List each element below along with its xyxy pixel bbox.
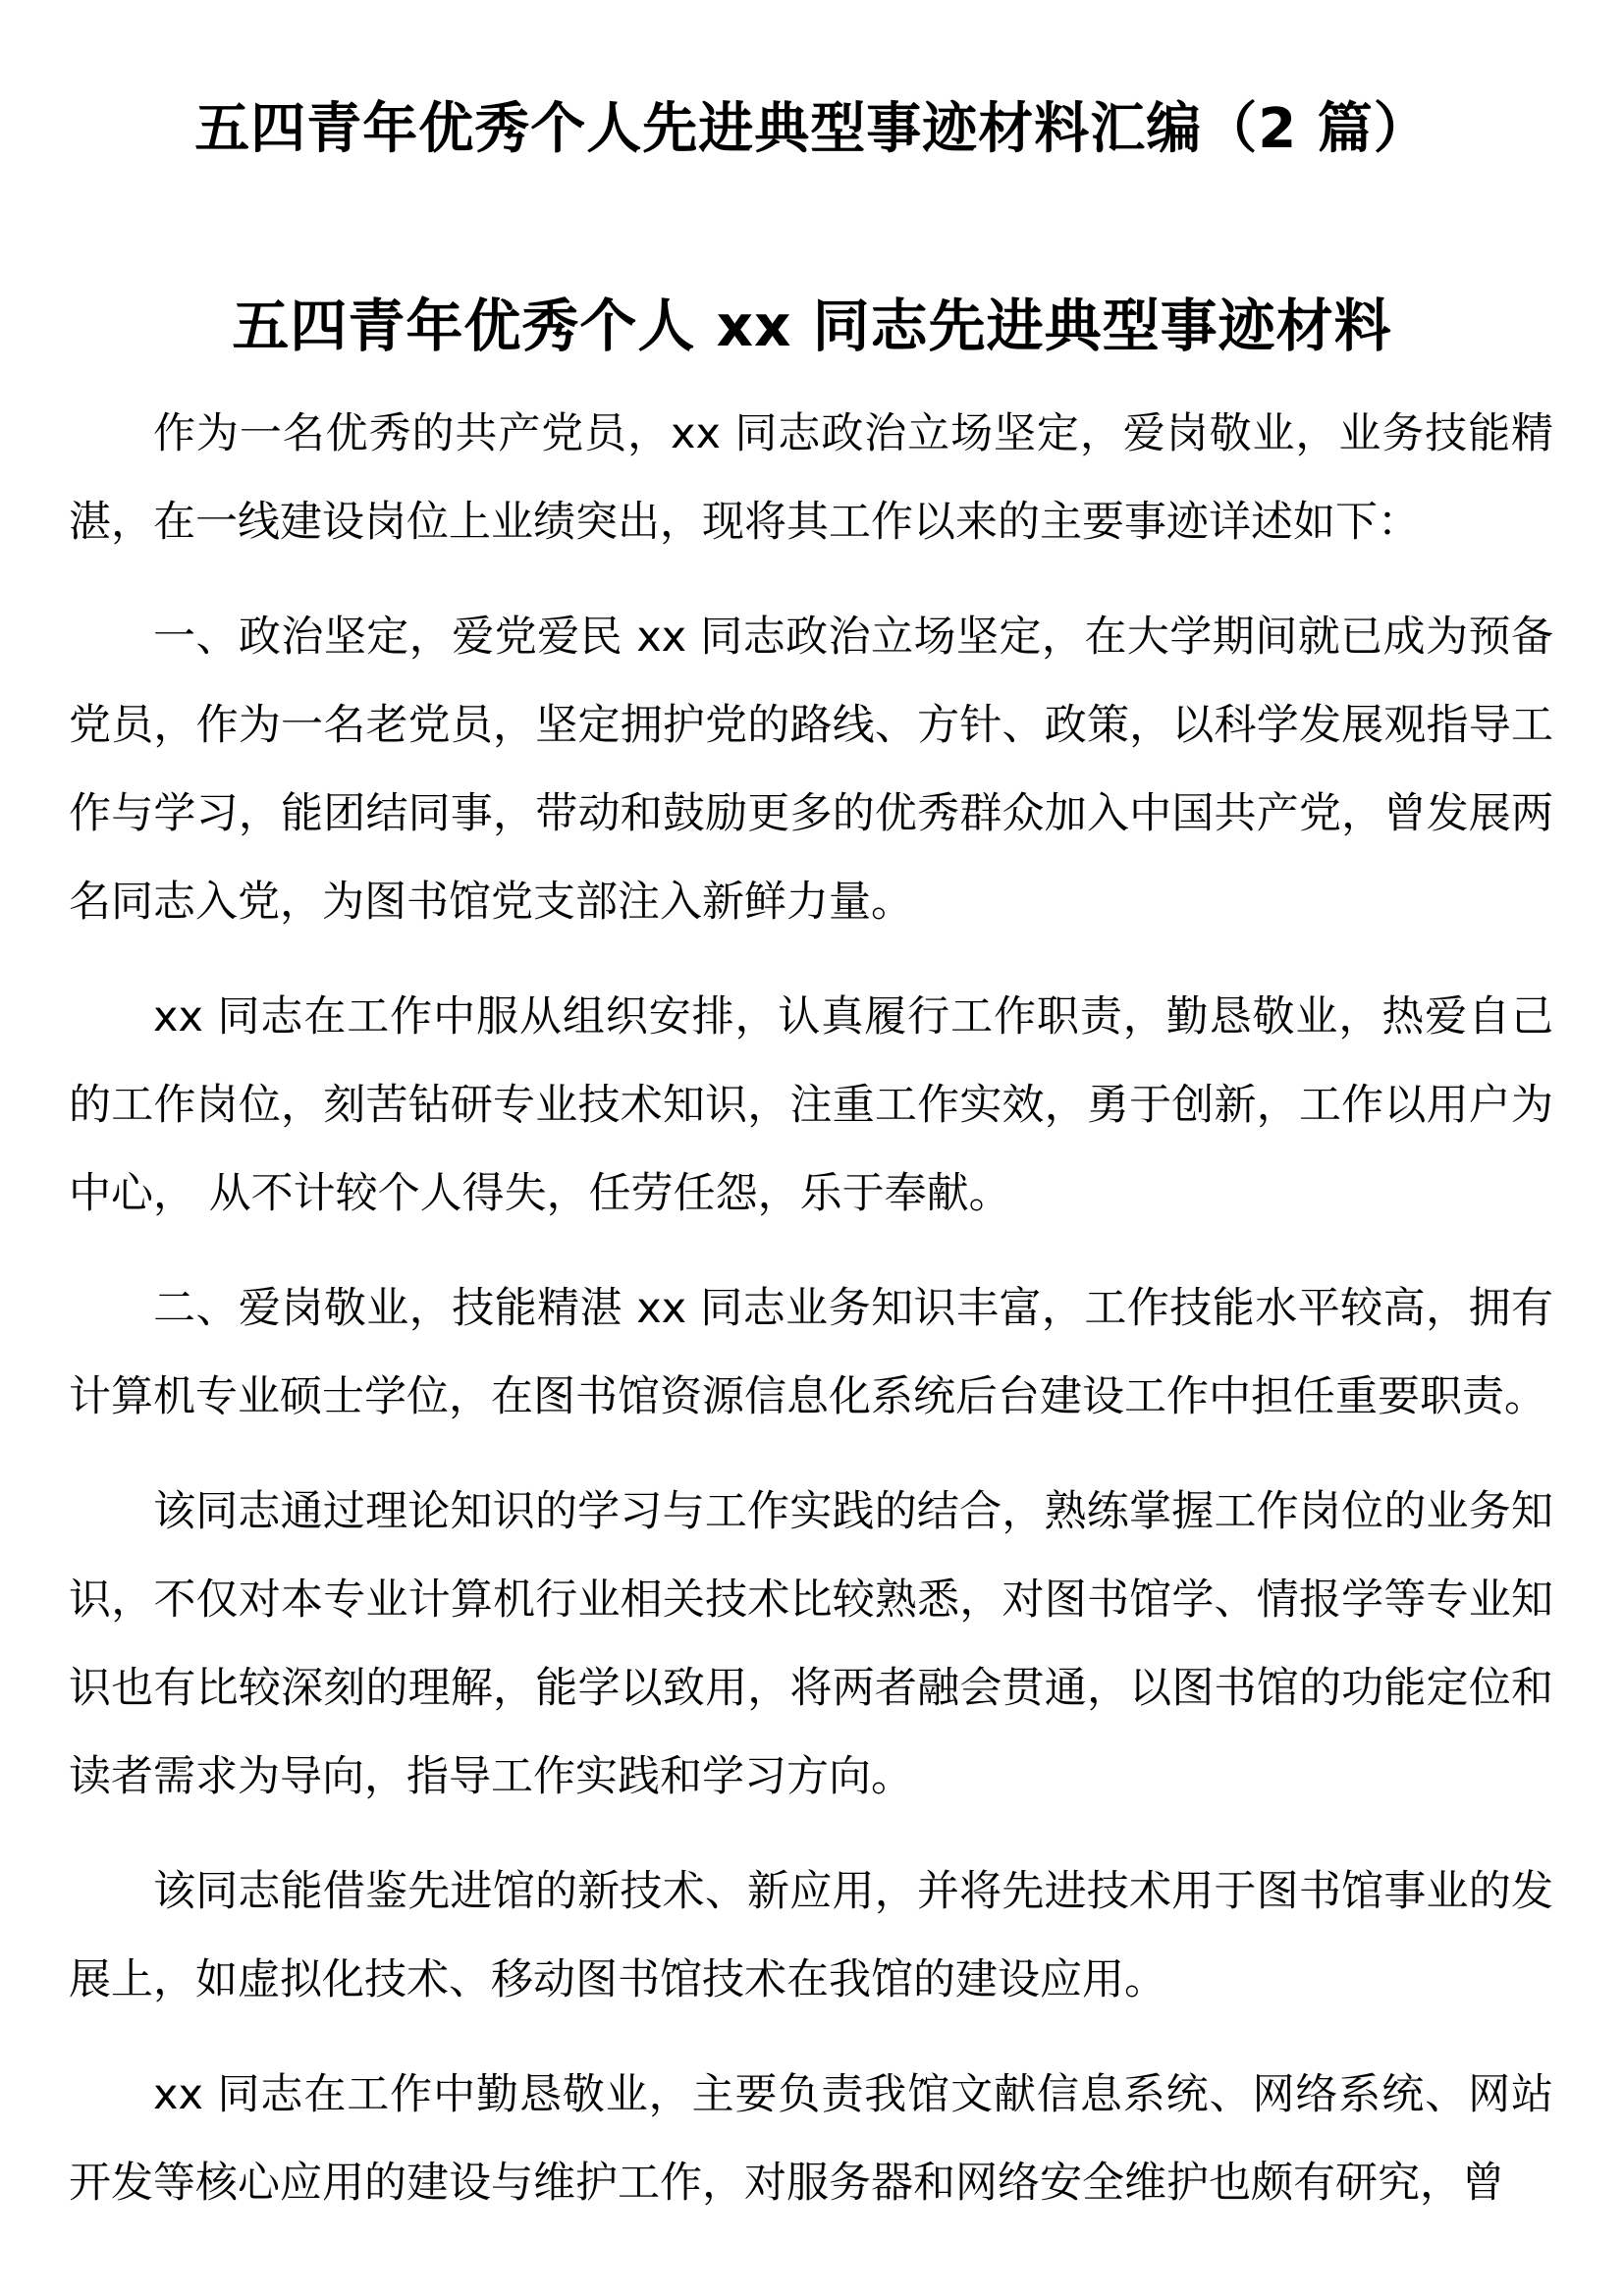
document-sub-title: 五四青年优秀个人 xx 同志先进典型事迹材料 xyxy=(232,293,1392,359)
paragraph-theory-practice: 该同志通过理论知识的学习与工作实践的结合，熟练掌握工作岗位的业务知识，不仅对本专业计算机行业相关技术比较熟悉，对图书馆学、情报学等专业知识也有比较深刻的理解，能学以致用，将两者融会贯通，以图书馆的功能定位和读者需求为导向，指导工作实践和学习方向。 xyxy=(69,1487,1553,1801)
paragraph-political: 一、政治坚定，爱党爱民 xx 同志政治立场坚定，在大学期间就已成为预备党员，作为一名老党员，坚定拥护党的路线、方针、政策，以科学发展观指导工作与学习，能团结同事，带动和鼓励更多的优秀群众加入中国共产党，曾发展两名同志入党，为图书馆党支部注入新鲜力量。 xyxy=(69,613,1553,927)
paragraph-new-technology: 该同志能借鉴先进馆的新技术、新应用，并将先进技术用于图书馆事业的发展上，如虚拟化技术、移动图书馆技术在我馆的建设应用。 xyxy=(69,1867,1553,2004)
paragraph-responsibilities: xx 同志在工作中勤恳敬业，主要负责我馆文献信息系统、网络系统、网站开发等核心应用的建设与维护工作，对服务器和网络安全维护也颇有研究，曾 xyxy=(69,2070,1553,2208)
paragraph-work-attitude: xx 同志在工作中服从组织安排，认真履行工作职责，勤恳敬业，热爱自己的工作岗位，刻苦钻研专业技术知识，注重工作实效，勇于创新，工作以用户为中心， 从不计较个人得失，任劳任怨，乐于奉献。 xyxy=(69,992,1553,1218)
paragraph-intro: 作为一名优秀的共产党员，xx 同志政治立场坚定，爱岗敬业，业务技能精湛，在一线建设岗位上业绩突出，现将其工作以来的主要事迹详述如下： xyxy=(69,409,1553,547)
document-main-title: 五四青年优秀个人先进典型事迹材料汇编（2 篇） xyxy=(194,97,1430,161)
document-body xyxy=(69,390,1553,2254)
paragraph-skills: 二、爱岗敬业，技能精湛 xx 同志业务知识丰富，工作技能水平较高，拥有计算机专业硕士学位，在图书馆资源信息化系统后台建设工作中担任重要职责。 xyxy=(69,1284,1553,1421)
